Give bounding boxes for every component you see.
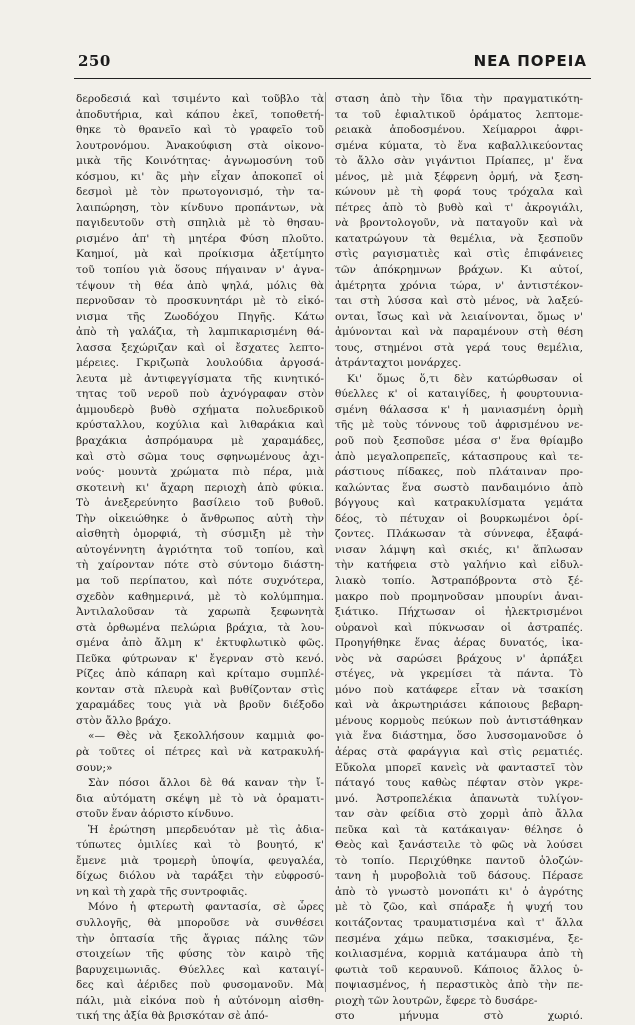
text-line: σμένη θάλασσα κ' ἡ μανιασμένη ὁρμὴ <box>335 403 583 416</box>
text-line: σκοτεινὴ κι' ἄχαρη περιοχὴ ἀπὸ φύκια. <box>76 481 324 494</box>
text-line: δέος, τὸ πέτυχαν οἱ βουρκωμένοι ὀρί- <box>335 512 583 525</box>
text-line: δεσμοὶ μὲ τὸν πρωτογονισμό, τὴν τα- <box>76 186 324 199</box>
text-line: τύπωτες ὁμιλίες καὶ τὸ βουητό, κ' <box>76 839 324 852</box>
text-line: οὐρανοὶ καὶ πύκνωσαν οἱ ἀστραπές. <box>335 621 583 634</box>
text-line: τὴν κατήφεια στὸ γαλήνιο καὶ εἰδυλ- <box>335 559 583 572</box>
text-line: ριοχὴ τῶν λουτρῶν, ἔφερε τὸ δυσάρε- <box>335 994 538 1007</box>
text-line: πέτρες ἀπὸ τὸ βυθὸ καὶ τ' ἀκρογιάλι, <box>335 201 583 214</box>
text-line: Τὸ ἀνεξερεύνητο βασίλειο τοῦ βυθοῦ. <box>76 497 324 510</box>
text-line: πεσμένα χάμω πεῦκα, τσακισμένα, ξε- <box>335 932 583 945</box>
text-line: μένος, μὲ μιὰ ξέφρενη ὁρμή, νὰ ξεση- <box>335 170 583 183</box>
text-line: δες καὶ ἀέριδες ποὺ φυσομανοῦν. Μὰ <box>76 979 324 992</box>
text-line: σχεδὸν καθημερινά, μὲ τὸ κολύμπημα. <box>76 590 324 603</box>
text-line: Καημοί, μὰ καὶ προίκισμα ἀξετίμητο <box>76 248 324 261</box>
page-number: 250 <box>78 52 111 70</box>
text-line: ταν σὰν φείδια στὸ χορμὶ ἀπὸ ἄλλα <box>335 808 583 821</box>
text-line: κόσμου, κι' ἂς μὴν εἶχαν ἀποκοπεῖ οἱ <box>76 170 324 183</box>
text-line: λευτα μὲ ἀντιφεγγίσματα τῆς κινητικό- <box>76 372 324 385</box>
text-line: στοῦν ἕναν ἀόριστο κίνδυνο. <box>76 808 234 821</box>
text-line: τανη ἡ μυροβολιὰ τοῦ δάσους. Πέρασε <box>335 870 583 883</box>
text-line: τοῦ τοπίου γιὰ ὅσους πήγαιναν ν' ἀγνα- <box>76 264 324 277</box>
text-line: νισμα τῆς Ζωοδόχου Πηγῆς. Κάτω <box>76 310 324 323</box>
text-line: σταση ἀπὸ τὴν ἴδια τὴν πραγματικότη- <box>335 93 583 105</box>
text-line: μακρο ποὺ προμηνοῦσαν μπουρίνι ἀναι- <box>335 590 583 603</box>
text-line: ρειακὰ ἀποδοσμένου. Χείμαρροι ἀφρι- <box>335 124 583 137</box>
text-line: Μόνο ἡ φτερωτὴ φαντασία, σὲ ὧρες <box>88 901 324 914</box>
text-line: πεῦκα καὶ τὰ κατάκαιγαν· θέλησε ὁ <box>335 823 583 836</box>
text-line: στέγες, νὰ γκρεμίσει τὰ πάντα. Τὸ <box>335 668 583 681</box>
text-line: βόγγους καὶ κατρακυλίσματα γεμάτα <box>335 497 583 510</box>
text-line: Εὔκολα μπορεῖ κανεὶς νὰ φανταστεῖ τὸν <box>335 761 583 774</box>
text-line: ἀμέτρητα χρόνια τώρα, ν' ἀντιστέκον- <box>335 279 583 292</box>
text-line: ροῦ ποὺ ξεσποῦσε μέσα σ' ἕνα θρίαμβο <box>335 435 583 448</box>
text-line: χαραμάδες τους γιὰ νὰ βροῦν διέξοδο <box>76 699 324 712</box>
column-divider <box>325 92 326 992</box>
text-line: ζοντες. Πλάκωσαν τὰ σύννεφα, ἐξαφά- <box>335 528 583 541</box>
text-line: νὰ βροντολογοῦν, νὰ παταγοῦν καὶ νὰ <box>335 217 583 230</box>
text-line: ἀμύνονται καὶ νὰ παραμένουν στὴ θέση <box>335 326 583 339</box>
text-line: Σὰν πόσοι ἄλλοι δὲ θά καναν τὴν ἴ- <box>88 777 324 790</box>
text-line: κρύσταλλου, κοχύλια καὶ λιθαράκια καὶ <box>76 419 324 432</box>
text-line: Πεῦκα φύτρωναν κ' ἔγερναν στὸ κενό. <box>76 652 324 665</box>
text-line: τα τοῦ ἐφιαλτικοῦ ὁράματος λεπτομε- <box>335 108 583 121</box>
text-line: ἔμενε μιὰ τρομερὴ ὑποψία, φευγαλέα, <box>76 854 324 867</box>
text-line: τητας τοῦ νεροῦ ποὺ ἀχνόγραφαν στὸν <box>76 388 324 401</box>
text-line: Ρίζες ἀπὸ κάπαρη καὶ κρίταμο συμπλέ- <box>76 668 324 681</box>
text-line: δεροδεσιά καὶ τσιμέντο καὶ τοῦβλο τὰ <box>76 93 324 105</box>
text-line: μόνο ποὺ κατάφερε εἶταν νὰ τσακίση <box>335 683 583 696</box>
text-line: Ἡ ἐρώτηση μπερδευόταν μὲ τὶς ἀδια- <box>88 823 324 836</box>
text-line: Προηγήθηκε ἕνας ἀέρας δυνατός, ἱκα- <box>335 637 583 650</box>
text-line: τέψουν τὴ θέα ἀπὸ ψηλά, μόλις θὰ <box>76 279 324 292</box>
text-line: μένους κορμοὺς πεύκων ποὺ ἀντιστάθηκαν <box>335 714 583 727</box>
text-line: δια αὐτόματη σκέψη μὲ τὸ νὰ ὁραματι- <box>76 792 324 805</box>
text-line: στὶς ραγισματιὲς καὶ στὶς ἐπιφάνειες <box>335 248 583 261</box>
text-line: πάταγό τους καθὼς πέφταν στὸν γκρε- <box>335 777 583 790</box>
text-line: ξιάτικο. Πήχτωσαν οἱ ἠλεκτρισμένοι <box>335 606 583 619</box>
text-line: κοιλιασμένα, κορμιὰ κατάμαυρα ἀπὸ τὴ <box>335 948 583 961</box>
text-line: κονταν στὰ πλευρὰ καὶ βυθίζονταν στὶς <box>76 683 324 696</box>
right-column <box>335 92 583 1025</box>
text-line: ρισμένο ἀπ' τὴ μητέρα Φύση πλοῦτο. <box>76 232 324 245</box>
text-line: καλώντας ἕνα σωστὸ πανδαιμόνιο ἀπὸ <box>335 481 583 494</box>
text-line: τὴν ὀπτασία τῆς ἄγριας πάλης τῶν <box>76 932 324 945</box>
text-line: παγιδευτοῦν στὴ σπηλιὰ μὲ τὸ θησαυ- <box>76 217 324 230</box>
text-line: ἀπὸ τὴ γαλάζια, τὴ λαμπικαρισμένη θά- <box>76 326 324 339</box>
running-title: ΝΕΑ ΠΟΡΕΙΑ <box>473 52 587 70</box>
text-line: περνοῦσαν τὸ προσκυνητάρι μὲ τὸ εἰκό- <box>76 295 324 308</box>
text-line: νὸς νὰ σαρώσει βράχους ν' ἀρπάξει <box>335 652 583 665</box>
text-line: ονται, ἴσως καὶ νὰ λειαίνονται, ὅμως ν' <box>335 310 583 323</box>
text-line: ἀτράνταχτοι μονάρχες. <box>335 357 462 370</box>
text-line: λουτρονόμου. Ἀνακούφιση στὰ οἰκονο- <box>76 139 324 152</box>
text-line: τῶν ἀπόκρημνων βράχων. Κι αὐτοί, <box>335 264 583 277</box>
text-line: νη καὶ τὴ χαρὰ τῆς συντροφιᾶς. <box>76 885 248 898</box>
text-line: στοιχείων τῆς φύσης τὸν καιρὸ τῆς <box>76 948 324 961</box>
text-line: ρὰ τοῦτες οἱ πέτρες καὶ νὰ κατρακυλή- <box>76 745 324 758</box>
text-line: ἀμμουδερὸ βυθὸ σχήματα πολυεδρικοῦ <box>76 403 324 416</box>
text-line: συλλογῆς, θὰ μποροῦσε νὰ συνθέσει <box>76 916 324 929</box>
text-line: δίχως διόλου νὰ ταράξει τὴν εὐφροσύ- <box>76 870 324 883</box>
text-line: ράστιους πίδακες, ποὺ πλάταιναν προ- <box>335 466 583 479</box>
text-line: φωτιὰ τοῦ κεραυνοῦ. Κάποιος ἄλλος ὑ- <box>335 963 583 976</box>
text-line: κώνουν μὲ τὴ φορά τους τρόχαλα καὶ <box>335 186 583 199</box>
text-line: μνό. Ἀστροπελέκια ἀπανωτὰ τυλίγον- <box>335 792 583 805</box>
text-line: νούς· μουντὰ χρώματα πιὸ πέρα, μιὰ <box>76 466 324 479</box>
text-line: θηκε τὸ θρανεῖο καὶ τὸ γραφεῖο τοῦ <box>76 124 324 137</box>
text-line: μέρειες. Γκριζωπὰ λουλούδια ἀργοσά- <box>76 357 324 370</box>
text-line: στο μήνυμα στὸ χωριό. <box>335 1010 583 1023</box>
header-rule <box>74 78 591 79</box>
text-line: τὸ τοπίο. Περιχύθηκε παντοῦ ὁλοζών- <box>335 854 583 867</box>
text-line: τὸ ἄλλο σὰν γιγάντιοι Πρίαπες, μ' ἕνα <box>335 155 583 168</box>
text-line: θύελλες κ' οἱ καταιγίδες, ἡ φουρτουνια- <box>335 388 583 401</box>
text-line: καὶ στὸ σῶμα τους σφηνωμένους ἀχι- <box>76 450 324 463</box>
text-line: νισαν λάμψη καὶ σκιές, κι' ἅπλωσαν <box>335 543 583 556</box>
text-line: βραχάκια ἀσπρόμαυρα μὲ χαραμάδες, <box>76 435 324 448</box>
text-line: τική της ἀξία θὰ βρισκόταν σὲ ἀπό- <box>76 1010 269 1023</box>
text-line: Τὴν οἰκειώθηκε ὁ ἄνθρωπος αὐτὴ τὴν <box>76 512 324 525</box>
text-line: Κι' ὅμως ὅ,τι δὲν κατώρθωσαν οἱ <box>347 372 583 385</box>
text-line: Ἀντιλαλοῦσαν τὰ χαρωπὰ ξεφωνητὰ <box>76 606 324 619</box>
text-line: βαρυχειμωνιᾶς. Θύελλες καὶ καταιγί- <box>76 963 324 976</box>
text-line: Θεὸς καὶ ξανάστειλε τὸ φῶς νὰ λούσει <box>335 839 583 852</box>
text-line: ἀέρας στὰ φαράγγια καὶ στὶς ρεματιές. <box>335 745 583 758</box>
text-line: σουν;» <box>76 761 113 774</box>
text-line: λασσα ξεχώριζαν καὶ οἱ ἔσχατες λεπτο- <box>76 341 324 354</box>
text-line: ται στὴ λύσσα καὶ στὸ μένος, νὰ λαξεύ- <box>335 295 583 308</box>
text-line: αὐτογέννητη ἀγριότητα τοῦ τοπίου, καὶ <box>76 543 324 556</box>
text-line: αἰσθητὴ ὀμορφιά, τὴ σύσμιξη μὲ τὴν <box>76 528 324 541</box>
text-line: «— Θὲς νὰ ξεκολλήσουν καμμιὰ φο- <box>88 730 324 743</box>
text-line: γιὰ ἕνα διάστημα, ὅσο λυσσομανοῦσε ὁ <box>335 730 583 743</box>
text-line: καὶ νὰ ἀκρωτηριάσει κάποιους βεβαρη- <box>335 699 583 712</box>
text-line: πάλι, μιὰ εἰκόνα ποὺ ἡ αὐτόνομη αἰσθη- <box>76 994 324 1007</box>
text-line: κοιτάζοντας τραυματισμένα καὶ τ' ἄλλα <box>335 916 583 929</box>
text-line: στὸν ἄλλο βράχο. <box>76 714 172 727</box>
text-line: ἀπὸ μεγαλοπρεπεῖς, κάτασπρους καὶ τε- <box>335 450 583 463</box>
text-line: τους, στημένοι στὰ γερά τους θεμέλια, <box>335 341 583 354</box>
left-column <box>76 92 324 1025</box>
text-line: τὴ χαίρονταν πότε στὸ σύντομο διάστη- <box>76 559 324 572</box>
text-line: σμένα ἀπὸ ἄλμη κ' ἐκτυφλωτικὸ φῶς. <box>76 637 324 650</box>
text-line: λιακὸ τοπίο. Ἀστραπόβροντα στὸ ξέ- <box>335 574 583 587</box>
text-line: ἀπὸ τὸ γνωστὸ μονοπάτι κι' ὁ ἀγρότης <box>335 885 583 898</box>
text-line: μικὰ τῆς Κοινότητας· ἀγνωμοσύνη τοῦ <box>76 155 324 168</box>
text-line: μὲ τὸ ζῶο, καὶ σπάραξε ἡ ψυχή του <box>335 901 583 914</box>
text-line: στὰ ὀρθωμένα πελώρια βράχια, τὰ λου- <box>76 621 324 634</box>
text-line: μα τοῦ περίπατου, καὶ πότε συχνότερα, <box>76 574 324 587</box>
text-line: τῆς μὲ τοὺς τόννους τοῦ ἀφρισμένου νε- <box>335 419 583 432</box>
text-line: λαιπώρηση, τὸν κίνδυνο προπάντων, νὰ <box>76 201 324 214</box>
text-line: ποψιασμένος, ἡ περαστικὸς ἀπὸ τὴν πε- <box>335 979 583 992</box>
text-line: ἀποδυτήρια, καὶ κάπου ἐκεῖ, τοποθετή- <box>76 108 324 121</box>
text-line: σμένα κύματα, τὸ ἕνα καβαλλικεύοντας <box>335 139 583 152</box>
text-line: κατατρώγουν τὰ θεμέλια, νὰ ξεσποῦν <box>335 232 583 245</box>
